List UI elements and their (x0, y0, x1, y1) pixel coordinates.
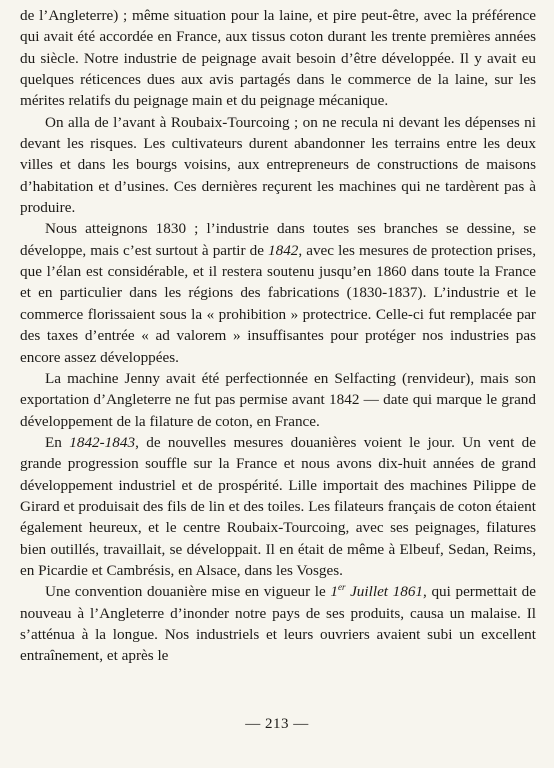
text-run: La machine Jenny avait été perfectionnée en Selfacting (renvideur), mais son exportation d’Angleterre ne fut pas permise avant 1842 — date qui marque le grand développement de la filature de coton, en France. (20, 369, 536, 430)
paragraph (20, 218, 536, 367)
italic-text: 1842-1843 (69, 433, 136, 451)
italic-text: er (337, 582, 346, 593)
paragraph (20, 368, 536, 432)
text-run: On alla de l’avant à Roubaix-Tourcoing ; on ne recula ni devant les dépenses ni devant les risques. Les cultivateurs durent abandonner les terrains entre les deux villes et dans les bourgs voisins, aux entrepreneurs de constructions de maisons d’habitation et d’usines. Ces dernières reçurent les machines qui ne tardèrent pas à produire. (20, 113, 536, 217)
paragraph (20, 5, 536, 112)
paragraph (20, 432, 536, 581)
text-run: , qui permettait de nouveau à l’Angleterre d’inonder notre pays de ses produits, causa un malaise. Il s’atténua à la longue. Nos industriels et leurs ouvriers avaient subi un excellent entraînement, et après le (20, 583, 536, 665)
text-run: Une convention douanière mise en vigueur le (45, 583, 331, 601)
text-run: , avec les mesures de protection prises, que l’élan est considérable, et il restera soutenu jusqu’en 1860 dans toute la France et en particulier dans les régions des fabrications (1830-1837). L’industrie et le commerce florissaient sous la « prohibition » protectrice. Celle-ci fut remplacée par des taxes d’entrée « ad valorem » insuffisantes pour protéger nos industries pas encore assez développées. (20, 241, 537, 366)
paragraph (20, 581, 536, 666)
italic-text: 1842 (268, 241, 299, 259)
text-run: de l’Angleterre) ; même situation pour la laine, et pire peut-être, avec la préférence qui avait été accordée en France, aux tissus coton durant les trente premières années du siècle. Notre industrie de peignage avait besoin d’être développée. Il y avait eu quelques réticences dues aux avis partagés dans le commerce de la laine, sur les mérites relatifs du peignage main et du peignage mécanique. (20, 7, 536, 110)
text-run: En (45, 433, 70, 451)
body-text (20, 5, 536, 667)
italic-text: 1 (330, 583, 338, 601)
text-run: , de nouvelles mesures douanières voient le jour. Un vent de grande progression souffle sur la France et nous avons dix-huit années de grand développement industriel et de prospérité. Lille importait des machines Pilippe de Girard et produisait des fils de lin et des toiles. Les filateurs français de coton étaient également heureux, et le centre Roubaix-Tourcoing, avec ses peignages, filatures bien outillés, travaillait, se développait. Il en était de même à Elbeuf, Sedan, Reims, en Picardie et Cambrésis, en Alsace, dans les Vosges. (20, 433, 537, 579)
page-number: — 213 — (245, 716, 309, 732)
text-run: Nous atteignons 1830 ; l’industrie dans toutes ses branches se dessine, se développe, mais c’est surtout à partir de (20, 220, 536, 259)
paragraph (20, 112, 536, 219)
italic-text: Juillet 1861 (345, 583, 424, 601)
